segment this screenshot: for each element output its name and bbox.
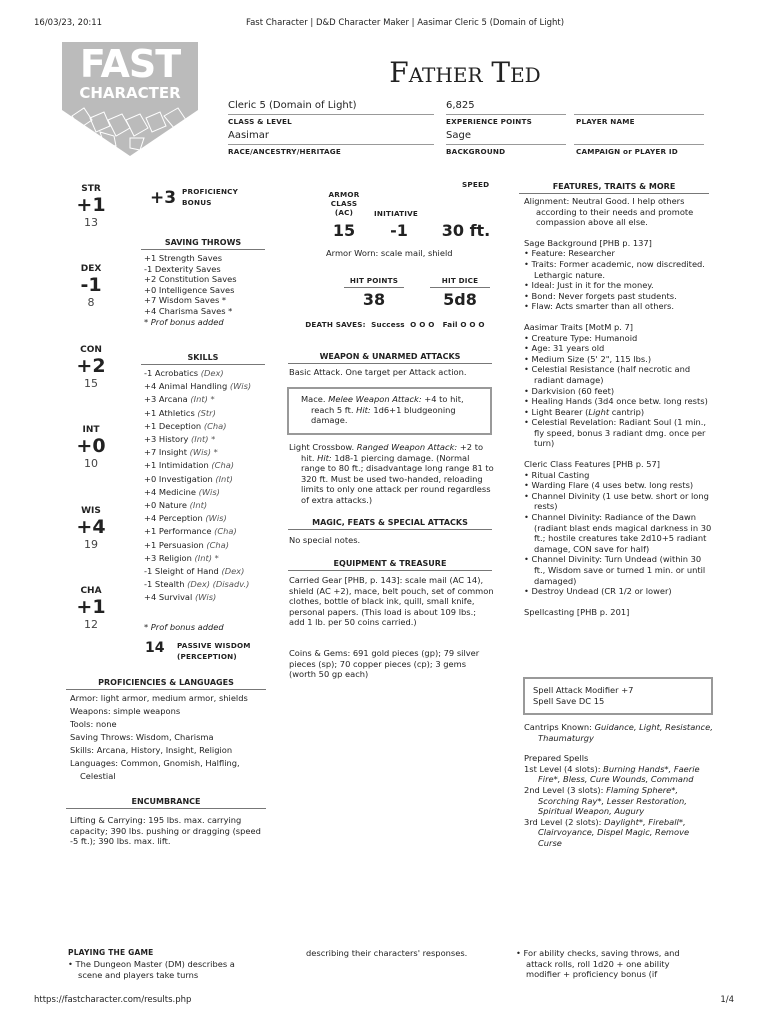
proficiency-item: Tools: none — [70, 719, 117, 729]
light-bearer-item: • Light Bearer (Light cantrip) — [524, 406, 645, 417]
mace-attack-text: Mace. Melee Weapon Attack: +4 to hit, reach 5 ft. Hit: 1d6+1 bludgeoning damage. — [301, 394, 464, 426]
playing-game-col1: • The Dungeon Master (DM) describes a scene and players take turns — [68, 959, 235, 980]
passive-wisdom-label: PASSIVE WISDOM (PERCEPTION) — [177, 641, 251, 661]
magic-title: MAGIC, FEATS & SPECIAL ATTACKS — [288, 518, 492, 530]
spells-section — [524, 722, 714, 849]
campaign-label: CAMPAIGN or PLAYER ID — [576, 147, 678, 156]
logo-text-fast: FAST — [79, 42, 181, 86]
proficiencies-list — [70, 692, 270, 783]
ability-name: WIS — [81, 506, 101, 516]
skill-item: +4 Perception (Wis) — [144, 513, 227, 524]
aasimar-item: • Celestial Resistance (half necrotic and radiant damage) — [524, 364, 691, 385]
fast-character-logo — [60, 40, 200, 158]
spell-level-2: 2nd Level (3 slots): Flaming Sphere*, Scorching Ray*, Lesser Restoration, Spiritual Weapon, Augury — [524, 784, 687, 817]
skill-item: +4 Animal Handling (Wis) — [144, 381, 252, 392]
skills-title: SKILLS — [141, 353, 265, 365]
skill-item: +1 Athletics (Str) — [144, 407, 216, 418]
speed-label: SPEED — [462, 180, 490, 189]
aasimar-traits-title: Aasimar Traits [MotM p. 7] — [524, 321, 634, 332]
skill-item: +3 Religion (Int) * — [144, 552, 219, 563]
ability-score: 8 — [87, 296, 95, 309]
sage-item: • Traits: Former academic, now discredited. Lethargic nature. — [524, 258, 705, 280]
save-item: +4 Charisma Saves * — [144, 305, 233, 316]
aasimar-item: • Age: 31 years old — [524, 343, 605, 354]
skill-item: +1 Intimidation (Cha) — [144, 460, 235, 471]
spell-save-dc: Spell Save DC 15 — [533, 695, 605, 706]
cleric-item: • Channel Divinity (1 use betw. short or long rests) — [524, 490, 709, 512]
magic-text: No special notes. — [289, 535, 361, 545]
skill-item: -1 Sleight of Hand (Dex) — [144, 566, 245, 577]
sage-item: • Bond: Never forgets past students. — [524, 290, 677, 301]
cleric-item: • Channel Divinity: Turn Undead (within 30 ft., Wisdom save or turned 1 min. or until damaged) — [524, 554, 706, 586]
spell-level-1: 1st Level (4 slots): Burning Hands*, Faerie Fire*, Bless, Cure Wounds, Command — [524, 763, 700, 785]
skill-item: +4 Medicine (Wis) — [144, 486, 220, 497]
ability-name: STR — [81, 184, 101, 194]
spell-stats-box — [523, 677, 713, 715]
cantrips-known: Cantrips Known: Guidance, Light, Resistance, Thaumaturgy — [524, 722, 713, 743]
skill-item: +3 History (Int) * — [144, 434, 216, 445]
cleric-features-title: Cleric Class Features [PHB p. 57] — [524, 459, 661, 470]
sage-item: • Feature: Researcher — [524, 248, 615, 259]
spell-level-3: 3rd Level (2 slots): Daylight*, Fireball*, Clairvoyance, Dispel Magic, Remove Curse — [524, 816, 690, 848]
playing-game-title: PLAYING THE GAME — [68, 948, 154, 957]
print-page-number: 1/4 — [720, 995, 734, 1005]
background-value: Sage — [446, 130, 566, 145]
celestial-revelation-item: • Celestial Revelation: Radiant Soul (1 min., fly speed, bonus 3 radiant dmg. once per turn) — [524, 417, 707, 449]
coins-gems-text: Coins & Gems: 691 gold pieces (gp); 79 silver pieces (sp); 70 copper pieces (cp); 3 gems (worth 50 gp each) — [289, 648, 480, 680]
ability-modifier: +1 — [76, 194, 106, 216]
skill-item: +1 Persuasion (Cha) — [144, 539, 229, 550]
armor-class-label: ARMOR CLASS (AC) — [328, 190, 360, 217]
ability-modifier: -1 — [80, 274, 102, 296]
initiative-label: INITIATIVE — [374, 209, 418, 218]
class-level-label: CLASS & LEVEL — [228, 117, 292, 126]
hit-points-value: 38 — [362, 290, 386, 309]
print-url: https://fastcharacter.com/results.php — [34, 995, 192, 1005]
ability-con — [66, 345, 116, 390]
ability-modifier: +2 — [76, 355, 106, 377]
aasimar-item: • Creature Type: Humanoid — [524, 332, 638, 343]
speed-value: 30 ft. — [441, 221, 491, 240]
skills-list — [144, 367, 269, 605]
alignment-text: Alignment: Neutral Good. I help others according to their needs and promote compassion above all else. — [524, 196, 694, 228]
race-value: Aasimar — [228, 130, 434, 145]
equipment-title: EQUIPMENT & TREASURE — [288, 559, 492, 571]
character-name: Father Ted — [389, 56, 541, 89]
ability-name: CON — [80, 345, 102, 355]
encumbrance-text: Lifting & Carrying: 195 lbs. max. carrying capacity; 390 lbs. pushing or dragging (speed -5 ft.); 390 lbs. max. lift. — [70, 815, 261, 847]
class-level-value: Cleric 5 (Domain of Light) — [228, 100, 434, 115]
cleric-item: • Warding Flare (4 uses betw. long rests) — [524, 480, 694, 491]
sage-item: • Flaw: Acts smarter than all others. — [524, 301, 674, 312]
ability-score: 19 — [84, 538, 98, 551]
features-title: FEATURES, TRAITS & MORE — [519, 182, 709, 194]
logo-text-character: CHARACTER — [79, 84, 181, 102]
proficiency-bonus-label: PROFICIENCY BONUS — [182, 187, 239, 207]
ability-name: CHA — [80, 586, 102, 596]
ability-name: INT — [82, 425, 100, 435]
encumbrance-title: ENCUMBRANCE — [66, 797, 266, 809]
proficiency-item: Languages: Common, Gnomish, Halfling, Celestial — [70, 758, 240, 781]
skills-note: * Prof bonus added — [144, 622, 224, 632]
ability-wis — [66, 506, 116, 551]
skill-item: +7 Insight (Wis) * — [144, 447, 218, 458]
sage-item: • Ideal: Just in it for the money. — [524, 280, 654, 291]
proficiency-bonus-value: +3 — [150, 188, 177, 208]
ability-modifier: +4 — [76, 516, 106, 538]
ability-modifier: +0 — [76, 435, 106, 457]
death-saves: DEATH SAVES: Success O O O Fail O O O — [305, 320, 485, 329]
skill-item: -1 Stealth (Dex) (Disadv.) — [144, 579, 250, 590]
cleric-item: • Ritual Casting — [524, 469, 590, 480]
save-item: +2 Constitution Saves — [144, 274, 237, 285]
ability-dex — [66, 264, 116, 309]
ability-name: DEX — [80, 264, 102, 274]
spellcasting-title: Spellcasting [PHB p. 201] — [524, 606, 630, 617]
proficiencies-title: PROFICIENCIES & LANGUAGES — [66, 678, 266, 690]
ability-score: 12 — [84, 618, 98, 631]
save-note: * Prof bonus added — [144, 316, 224, 327]
player-name-label: PLAYER NAME — [576, 117, 635, 126]
hit-dice-label: HIT DICE — [430, 276, 490, 288]
ability-modifier: +1 — [76, 596, 106, 618]
crossbow-attack-text: Light Crossbow. Ranged Weapon Attack: +2 to hit. Hit: 1d8-1 piercing damage. (Normal range to 80 ft.; disadvantage long range 81 to 320 ft. Must be used two-handed, reloading limits to only one attack per round regardless of extra attacks.) — [289, 442, 494, 505]
attacks-title: WEAPON & UNARMED ATTACKS — [288, 352, 492, 364]
print-page-title: Fast Character | D&D Character Maker | Aasimar Cleric 5 (Domain of Light) — [245, 18, 565, 28]
playing-game-col2: describing their characters' responses. — [306, 948, 468, 958]
playing-game-col3: • For ability checks, saving throws, and attack rolls, roll 1d20 + one ability modifier + proficiency bonus (if — [516, 948, 680, 980]
aasimar-item: • Healing Hands (3d4 once betw. long rests) — [524, 396, 708, 407]
aasimar-item: • Darkvision (60 feet) — [524, 385, 615, 396]
mace-attack-box — [287, 387, 492, 435]
skill-item: +3 Arcana (Int) * — [144, 394, 215, 405]
aasimar-item: • Medium Size (5' 2", 115 lbs.) — [524, 353, 652, 364]
ability-score: 10 — [84, 457, 98, 470]
save-item: +1 Strength Saves — [144, 253, 223, 263]
ability-int — [66, 425, 116, 470]
spell-attack-modifier: Spell Attack Modifier +7 — [533, 685, 634, 695]
skill-item: +0 Nature (Int) — [144, 500, 208, 511]
ability-score: 15 — [84, 377, 98, 390]
skill-item: -1 Acrobatics (Dex) — [144, 368, 224, 378]
print-timestamp: 16/03/23, 20:11 — [34, 18, 103, 28]
save-item: +0 Intelligence Saves — [144, 284, 235, 295]
race-label: RACE/ANCESTRY/HERITAGE — [228, 147, 341, 156]
proficiency-item: Weapons: simple weapons — [70, 706, 181, 716]
save-item: +7 Wisdom Saves * — [144, 295, 227, 306]
sage-background-title: Sage Background [PHB p. 137] — [524, 237, 652, 248]
armor-worn: Armor Worn: scale mail, shield — [326, 248, 453, 258]
cleric-item: • Destroy Undead (CR 1/2 or lower) — [524, 586, 672, 597]
background-label: BACKGROUND — [446, 147, 506, 156]
features-column — [524, 196, 714, 617]
campaign-value — [574, 130, 704, 145]
save-item: -1 Dexterity Saves — [144, 263, 221, 274]
skill-item: +1 Deception (Cha) — [144, 420, 227, 431]
player-name-value — [574, 100, 704, 115]
skill-item: +1 Performance (Cha) — [144, 526, 237, 537]
saving-throws-list — [144, 253, 269, 327]
saving-throws-title: SAVING THROWS — [141, 238, 265, 250]
xp-label: EXPERIENCE POINTS — [446, 117, 532, 126]
cleric-item: • Channel Divinity: Radiance of the Dawn (radiant blast ends magical darkness in 30 ft.; hostile creatures take 2d10+5 radiant damage, CON save for half) — [524, 512, 712, 554]
proficiency-item: Skills: Arcana, History, Insight, Religion — [70, 745, 233, 755]
prepared-spells-title: Prepared Spells — [524, 753, 589, 764]
passive-wisdom-value: 14 — [145, 640, 165, 656]
armor-class-value: 15 — [332, 221, 356, 240]
ability-score: 13 — [84, 216, 98, 229]
carried-gear-text: Carried Gear [PHB, p. 143]: scale mail (AC 14), shield (AC +2), mace, belt pouch, set of common clothes, bottle of black ink, quill, small knife, personal papers. (This load is about 109 lbs.; add 1 lb. per 50 coins carried.) — [289, 575, 494, 628]
ability-str — [66, 184, 116, 229]
ability-cha — [66, 586, 116, 631]
proficiency-item: Saving Throws: Wisdom, Charisma — [70, 732, 214, 742]
skill-item: +0 Investigation (Int) — [144, 473, 233, 484]
hit-dice-value: 5d8 — [443, 290, 477, 309]
proficiency-item: Armor: light armor, medium armor, shields — [70, 693, 248, 703]
xp-value: 6,825 — [446, 100, 566, 115]
initiative-value: -1 — [390, 221, 408, 240]
hit-points-label: HIT POINTS — [344, 276, 404, 288]
basic-attack-text: Basic Attack. One target per Attack action. — [289, 367, 467, 377]
skill-item: +4 Survival (Wis) — [144, 592, 217, 603]
